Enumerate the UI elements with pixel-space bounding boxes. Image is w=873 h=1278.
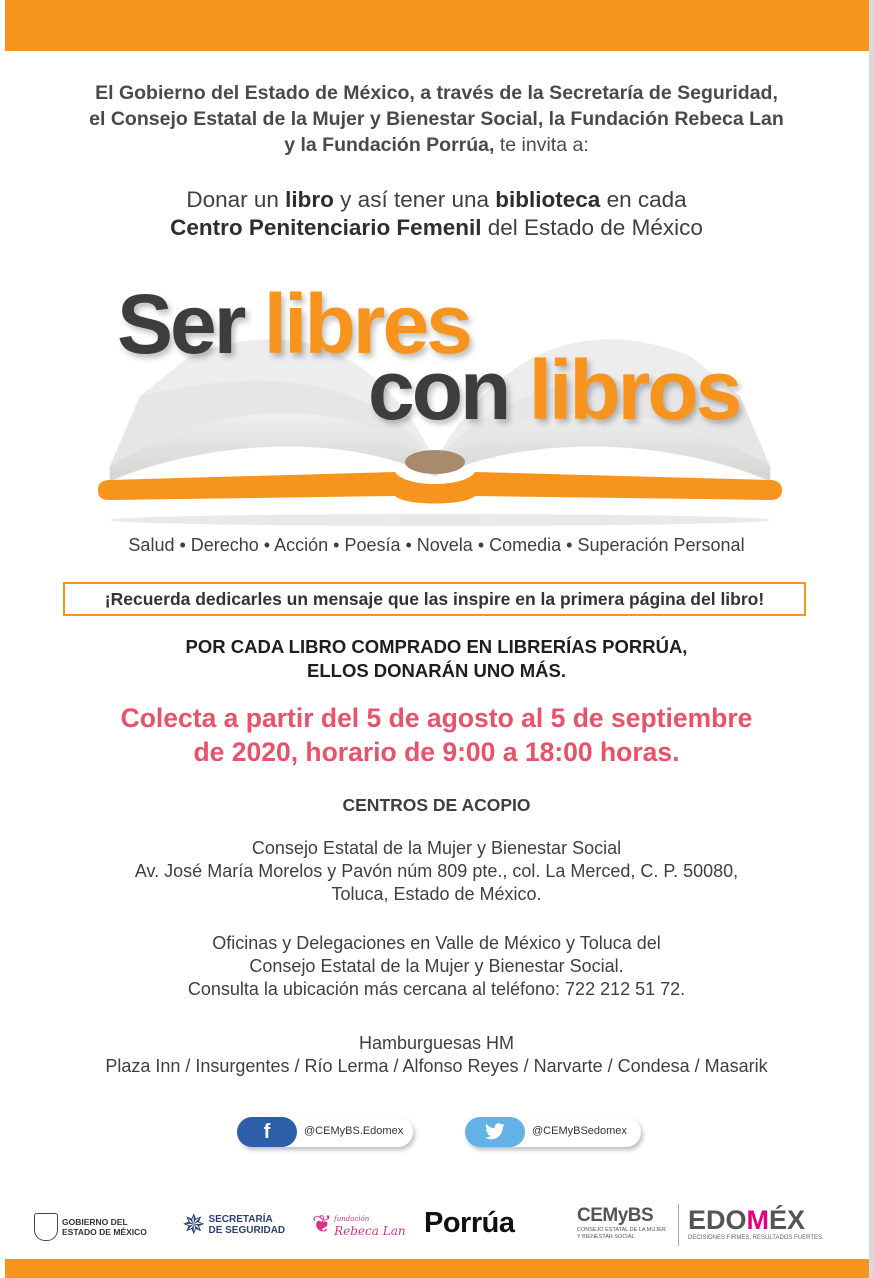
collection-dates	[0, 701, 873, 769]
rebeca-lan-mark-icon: ❦	[312, 1211, 333, 1238]
donar-text-1: Donar un	[186, 187, 286, 212]
center2-line-1: Oficinas y Delegaciones en Valle de México y Toluca del	[212, 933, 661, 953]
donation-line-2	[0, 214, 873, 242]
rebeca-logo-line-2: Rebeca Lan	[334, 1223, 406, 1238]
center1-line-2: Av. José María Morelos y Pavón núm 809 pte., col. La Merced, C. P. 50080,	[134, 861, 739, 881]
porrua-note-line-1: POR CADA LIBRO COMPRADO EN LIBRERÍAS PORRÚA,	[185, 636, 688, 657]
logo-secretaria-seguridad	[182, 1210, 285, 1240]
cembs-logo-text: CEMyBS	[577, 1205, 654, 1226]
intro-line-3-light: te invita a:	[494, 134, 589, 156]
rebeca-logo-line-1: fundación	[334, 1214, 370, 1223]
gob-logo-line-1: GOBIERNO DEL	[62, 1217, 128, 1227]
edomex-slogan: DECISIONES FIRMES, RESULTADOS FUERTES.	[688, 1235, 824, 1241]
facebook-handle: @CEMyBS.Edomex	[304, 1125, 404, 1137]
hero-word-con: con	[368, 343, 509, 437]
donar-bold-centro: Centro Penitenciario Femenil	[170, 215, 482, 240]
intro-line-2: el Consejo Estatal de la Mujer y Bienestar Social, la Fundación Rebeca Lan	[89, 108, 784, 130]
cembs-logo-subtitle: CONSEJO ESTATAL DE LA MUJER Y BIENESTAR SOCIAL	[577, 1227, 666, 1240]
collection-centers-title: CENTROS DE ACOPIO	[342, 795, 531, 815]
center3-line-2: Plaza Inn / Insurgentes / Río Lerma / Alfonso Reyes / Narvarte / Condesa / Masarik	[105, 1056, 768, 1076]
hero-word-libres: libres	[263, 277, 470, 371]
collection-line-1: Colecta a partir del 5 de agosto al 5 de septiembre	[120, 703, 753, 733]
hero-book-title	[70, 276, 810, 536]
logo-edomex	[688, 1206, 824, 1242]
donar-text-3: en cada	[600, 187, 687, 212]
donar-text-2: y así tener una	[333, 187, 496, 212]
center2-line-3: Consulta la ubicación más cercana al teléfono: 722 212 51 72.	[187, 979, 686, 999]
facebook-icon: f	[237, 1117, 297, 1147]
donar-bold-libro: libro	[285, 187, 334, 212]
twitter-icon	[465, 1117, 525, 1147]
bird-icon	[484, 1123, 506, 1141]
edomex-logo-text	[688, 1206, 824, 1234]
seg-logo-line-1: SECRETARÍA	[208, 1214, 273, 1225]
intro-line-3-bold: y la Fundación Porrúa,	[284, 134, 495, 156]
seg-logo-line-2: DE SEGURIDAD	[208, 1225, 286, 1236]
edomex-post: ÉX	[769, 1205, 806, 1235]
twitter-handle: @CEMyBSedomex	[532, 1125, 627, 1137]
intro-line-3	[0, 132, 873, 158]
logo-cemybs	[577, 1205, 667, 1241]
donation-call	[0, 186, 873, 242]
reminder-box: ¡Recuerda dedicarles un mensaje que las inspire en la primera página del libro!	[63, 582, 806, 616]
logo-gobierno-edomex	[34, 1213, 147, 1241]
center-block-consejo	[0, 837, 873, 906]
bottom-orange-bar	[5, 1259, 869, 1278]
donar-text-4: del Estado de México	[481, 215, 703, 240]
edomex-m: M	[746, 1205, 770, 1235]
coat-of-arms-icon	[34, 1213, 58, 1241]
center2-line-2: Consejo Estatal de la Mujer y Bienestar Social.	[249, 956, 624, 976]
gob-logo-line-2: ESTADO DE MÉXICO	[62, 1227, 147, 1237]
center1-line-1: Consejo Estatal de la Mujer y Bienestar Social	[251, 838, 622, 858]
edomex-pre: EDO	[688, 1205, 747, 1235]
logo-fundacion-rebeca-lan	[312, 1210, 406, 1239]
center-block-oficinas	[0, 932, 873, 1001]
badge-star-icon: ✵	[182, 1209, 206, 1240]
collection-line-2: de 2020, horario de 9:00 a 18:00 horas.	[193, 737, 680, 767]
facebook-link[interactable]	[237, 1117, 415, 1149]
top-orange-bar	[5, 0, 869, 51]
porrua-note-line-2: ELLOS DONARÁN UNO MÁS.	[307, 660, 566, 681]
hero-word-libros: libros	[528, 343, 740, 437]
center-block-hamburguesas	[0, 1032, 873, 1078]
hero-title-line-2	[368, 343, 740, 437]
donar-bold-biblioteca: biblioteca	[495, 187, 601, 212]
twitter-link[interactable]	[465, 1117, 643, 1149]
porrua-donation-note	[0, 635, 873, 683]
center3-line-1: Hamburguesas HM	[358, 1033, 515, 1053]
hero-word-ser: Ser	[117, 277, 244, 371]
genres-list: Salud • Derecho • Acción • Poesía • Novela • Comedia • Superación Personal	[128, 535, 745, 555]
intro-line-1: El Gobierno del Estado de México, a través de la Secretaría de Seguridad,	[95, 82, 778, 104]
donation-line-1	[0, 186, 873, 214]
logo-porrua: Porrúa	[424, 1207, 515, 1239]
center1-line-3: Toluca, Estado de México.	[331, 884, 542, 904]
intro-text	[0, 80, 873, 158]
logo-divider	[678, 1204, 679, 1246]
